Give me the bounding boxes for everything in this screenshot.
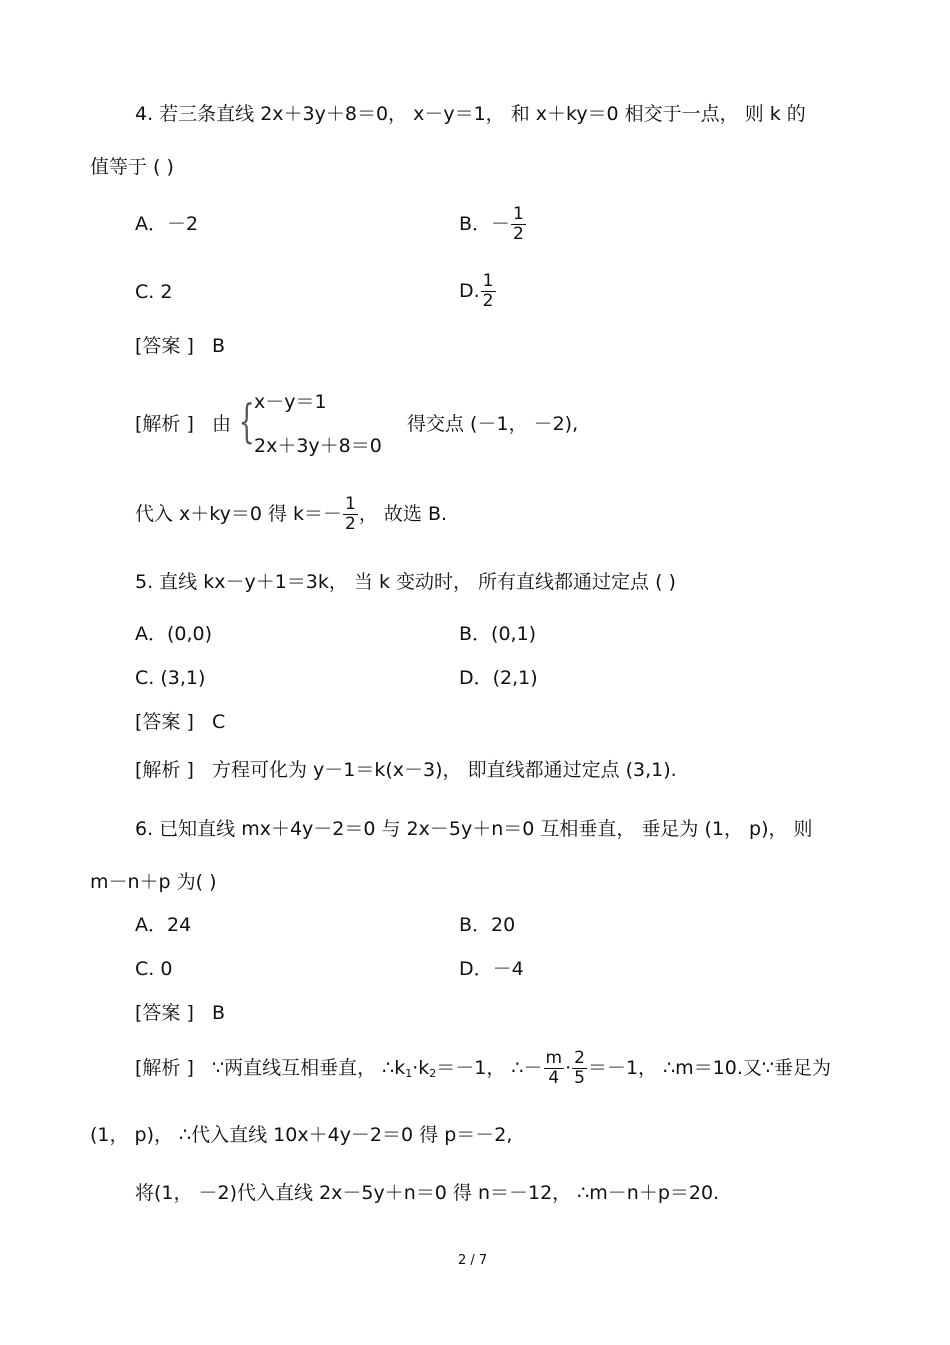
substitution-prefix: 代入 x＋ky＝0 得 k＝－ <box>135 503 343 525</box>
fraction-numerator: 1 <box>482 271 494 291</box>
q6-option-d: D．－4 <box>459 958 524 980</box>
substitution-fraction <box>343 495 358 534</box>
q5-option-c: C. (3,1) <box>135 667 206 689</box>
q4-option-b <box>459 201 527 247</box>
q6-stem-line2: m－n＋p 为( ) <box>90 871 217 893</box>
fraction-numerator: 1 <box>345 494 356 514</box>
slope-fraction-2 <box>572 1049 587 1088</box>
analysis-part2: ＝－1， ∴－ <box>436 1057 543 1079</box>
q6-option-c: C. 0 <box>135 958 173 980</box>
analysis-part3: ＝－1， ∴m＝10.又∵垂足为 <box>587 1057 831 1079</box>
analysis-label: [解析 ] <box>135 413 194 435</box>
fraction-denominator: 2 <box>513 224 524 244</box>
q6-analysis-line3: 将(1， －2)代入直线 2x－5y＋n＝0 得 n＝－12， ∴m－n＋p＝20. <box>135 1182 720 1204</box>
page-number: 2 / 7 <box>458 1253 488 1268</box>
q6-option-b: B．20 <box>459 914 516 936</box>
answer-value: B <box>212 1002 226 1024</box>
analysis-mul: · <box>565 1057 572 1079</box>
q4-analysis-label <box>135 412 231 436</box>
analysis-label: [解析 ] <box>135 1057 194 1079</box>
answer-label: [答案 ] <box>135 711 194 733</box>
answer-value: C <box>212 711 226 733</box>
q5-option-d: D．(2,1) <box>459 667 538 689</box>
substitution-suffix: ， 故选 B. <box>358 503 448 525</box>
fraction-numerator: 1 <box>513 204 524 224</box>
fraction-denominator: 4 <box>548 1068 560 1088</box>
q4-stem-line2: 值等于 ( ) <box>90 156 174 178</box>
equation-system-brace-icon: { <box>238 394 255 448</box>
q5-answer <box>135 710 225 734</box>
q4-option-d-prefix: D. <box>459 280 480 302</box>
k2-subscript: 2 <box>429 1067 437 1080</box>
q6-option-a: A．24 <box>135 914 192 936</box>
fraction-denominator: 2 <box>345 514 356 534</box>
q5-stem: 5. 直线 kx－y＋1＝3k， 当 k 变动时， 所有直线都通过定点 ( ) <box>135 571 676 593</box>
q4-option-b-prefix: B．－ <box>459 213 511 235</box>
q6-analysis-line1 <box>135 1045 831 1097</box>
slope-fraction-1 <box>544 1049 565 1088</box>
q4-system-eq2: 2x＋3y＋8＝0 <box>254 435 382 457</box>
analysis-text: 方程可化为 y－1＝k(x－3)， 即直线都通过定点 (3,1). <box>212 759 677 781</box>
q4-analysis-result: 得交点 (－1， －2), <box>407 413 579 435</box>
q4-answer <box>135 334 225 358</box>
answer-label: [答案 ] <box>135 1002 194 1024</box>
fraction-numerator: m <box>545 1048 563 1068</box>
q6-analysis-line2: (1， p)， ∴代入直线 10x＋4y－2＝0 得 p＝－2, <box>90 1124 513 1146</box>
q6-stem-line1: 6. 已知直线 mx＋4y－2＝0 与 2x－5y＋n＝0 互相垂直， 垂足为 (1， p)， 则 <box>135 818 813 840</box>
answer-label: [答案 ] <box>135 335 194 357</box>
q5-analysis <box>135 758 677 782</box>
q4-substitution <box>135 491 447 537</box>
q4-stem-line1: 4. 若三条直线 2x＋3y＋8＝0， x－y＝1， 和 x＋ky＝0 相交于一点， 则 k 的 <box>135 103 806 125</box>
q5-option-b: B．(0,1) <box>459 623 537 645</box>
fraction-denominator: 2 <box>482 291 494 311</box>
q5-option-a: A．(0,0) <box>135 623 213 645</box>
analysis-label: [解析 ] <box>135 759 194 781</box>
q4-option-b-fraction <box>511 205 526 244</box>
analysis-part1: ∵两直线互相垂直， ∴k <box>212 1057 406 1079</box>
q6-answer <box>135 1001 225 1025</box>
q4-option-d <box>459 268 497 314</box>
q4-option-c: C. 2 <box>135 281 173 303</box>
q4-option-d-fraction <box>481 272 496 311</box>
fraction-denominator: 5 <box>574 1068 585 1088</box>
analysis-dot: ·k <box>412 1057 430 1079</box>
k1-subscript: 1 <box>405 1067 413 1080</box>
analysis-you: 由 <box>212 413 232 435</box>
q4-option-a: A．－2 <box>135 213 199 235</box>
q4-system-eq1: x－y＝1 <box>254 391 327 413</box>
fraction-numerator: 2 <box>574 1048 585 1068</box>
answer-value: B <box>212 335 226 357</box>
